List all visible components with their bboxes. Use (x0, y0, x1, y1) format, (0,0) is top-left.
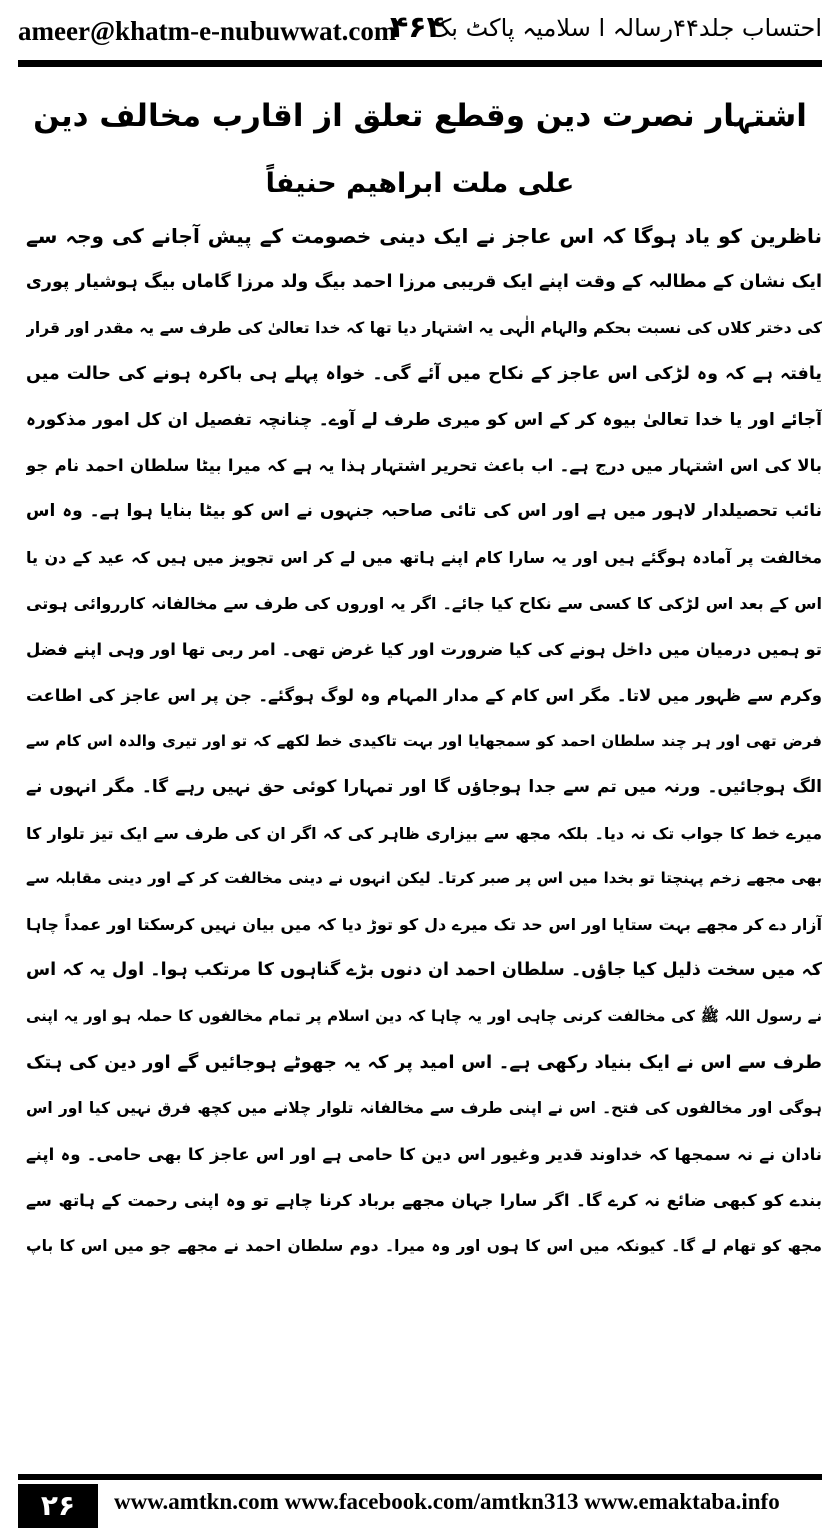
body-line: طرف سے اس نے ایک بنیاد رکھی ہے۔ اس امید پر کہ یہ جھوٹے ہوجائیں گے اور دین کی ہتک (26, 1052, 822, 1074)
body-line: بندے کو کبھی ضائع نہ کرے گا۔ اگر سارا جہان مجھے برباد کرنا چاہے تو وہ اپنی رحمت کے ہاتھ سے (26, 1190, 822, 1210)
body-line: الگ ہوجائیں۔ ورنہ میں تم سے جدا ہوجاؤں گا اور تمہارا کوئی حق نہیں رہے گا۔ مگر انہوں نے (26, 776, 822, 797)
body-line: نادان نے نہ سمجھا کہ خداوند قدیر وغیور اس دین کا حامی ہے اور اس عاجز کا بھی حامی۔ وہ اپنے (26, 1144, 822, 1164)
body-line: یافتہ ہے کہ وہ لڑکی اس عاجز کے نکاح میں آئے گی۔ خواہ پہلے ہی باکرہ ہونے کی حالت میں (26, 363, 822, 384)
body-line: اس کے بعد اس لڑکی کا کسی سے نکاح کیا جائے۔ اگر یہ اوروں کی طرف سے مخالفانہ کارروائی ہوتی (26, 594, 822, 614)
body-line: کہ میں سخت ذلیل کیا جاؤں۔ سلطان احمد ان دنوں بڑے گناہوں کا مرتکب ہوا۔ اول یہ کہ اس (26, 960, 822, 981)
body-line: میرے خط کا جواب تک نہ دیا۔ بلکہ مجھ سے بیزاری ظاہر کی کہ اگر ان کی طرف سے ایک تیز تلوار کا (26, 823, 822, 843)
page-title: اشتہار نصرت دین وقطع تعلق از اقارب مخالف دین (33, 98, 807, 134)
body-line: مخالفت پر آمادہ ہوگئے ہیں اور یہ سارا کام اپنے ہاتھ میں لے کر اس تجویز میں ہیں کہ عید کے دن یا (26, 548, 822, 568)
body-line: نائب تحصیلدار لاہور میں ہے اور اس کی تائی صاحبہ جنہوں نے اس کو بیٹا بنایا ہوا ہے۔ وہ اس (26, 501, 822, 522)
header-email: ameer@khatm-e-nubuwwat.com (18, 16, 397, 46)
page-header (18, 8, 822, 56)
header-rule (18, 60, 822, 67)
body-line: آجائے اور یا خدا تعالیٰ بیوہ کر کے اس کو میری طرف لے آوے۔ چنانچہ تفصیل ان کل امور مذکورہ (26, 409, 822, 430)
body-line: نے رسول اللہ ﷺ کی مخالفت کرنی چاہی اور یہ چاہا کہ دین اسلام پر تمام مخالفوں کا حملہ ہو اور یہ اپنی (26, 1007, 822, 1026)
body-line: وکرم سے ظہور میں لاتا۔ مگر اس کام کے مدار المہام وہ لوگ ہوگئے۔ جن پر اس عاجز کی اطاعت (26, 685, 822, 705)
body-line: فرض تھی اور ہر چند سلطان احمد کو سمجھایا اور بہت تاکیدی خط لکھے کہ تو اور تیری والدہ اس کام سے (26, 731, 822, 750)
header-book-title: احتساب جلد۴۴رسالہ ا سلامیہ پاکٹ بک (429, 14, 822, 42)
footer-urls: www.amtkn.com www.facebook.com/amtkn313 www.emaktaba.info (114, 1489, 780, 1514)
body-line: ناظرین کو یاد ہوگا کہ اس عاجز نے ایک دینی خصومت کے پیش آجانے کی وجہ سے (26, 224, 822, 248)
footer-rule (18, 1474, 822, 1480)
body-line: بھی مجھے زخم پہنچتا تو بخدا میں اس پر صبر کرتا۔ لیکن انہوں نے دینی مخالفت کر کے اور دینی مقابلہ سے (26, 869, 822, 888)
body-line: ایک نشان کے مطالبہ کے وقت اپنے ایک قریبی مرزا احمد بیگ ولد مرزا گاماں بیگ ہوشیار پوری (26, 271, 822, 292)
body-line: آزار دے کر مجھے بہت ستایا اور اس حد تک میرے دل کو توڑ دیا کہ میں بیان نہیں کرسکتا اور عمداً چاہا (26, 915, 822, 935)
footer-page-number: ۲۶ (18, 1484, 98, 1528)
body-text (26, 214, 822, 1269)
page-subtitle: علی ملت ابراهیم حنیفاً (265, 168, 575, 199)
body-line: کی دختر کلاں کی نسبت بحکم والہام الٰہی یہ اشتہار دیا تھا کہ خدا تعالیٰ کی طرف سے یہ مقدر اور قرار (26, 318, 822, 337)
body-line: ہوگی اور مخالفوں کی فتح۔ اس نے اپنی طرف سے مخالفانہ تلوار چلانے میں کچھ فرق نہیں کیا اور اس (26, 1098, 822, 1117)
body-line: مجھ کو تھام لے گا۔ کیونکہ میں اس کا ہوں اور وہ میرا۔ دوم سلطان احمد نے مجھے جو میں اس کا باپ (26, 1236, 822, 1255)
body-line: بالا کی اس اشتہار میں درج ہے۔ اب باعث تحریر اشتہار ہذا یہ ہے کہ میرا بیٹا سلطان احمد نام جو (26, 456, 822, 476)
header-page-number: ۴۶۴ (390, 10, 445, 45)
body-line: تو ہمیں درمیان میں داخل ہونے کی کیا ضرورت اور کیا غرض تھی۔ امر ربی تھا اور وہی اپنے فضل (26, 640, 822, 660)
